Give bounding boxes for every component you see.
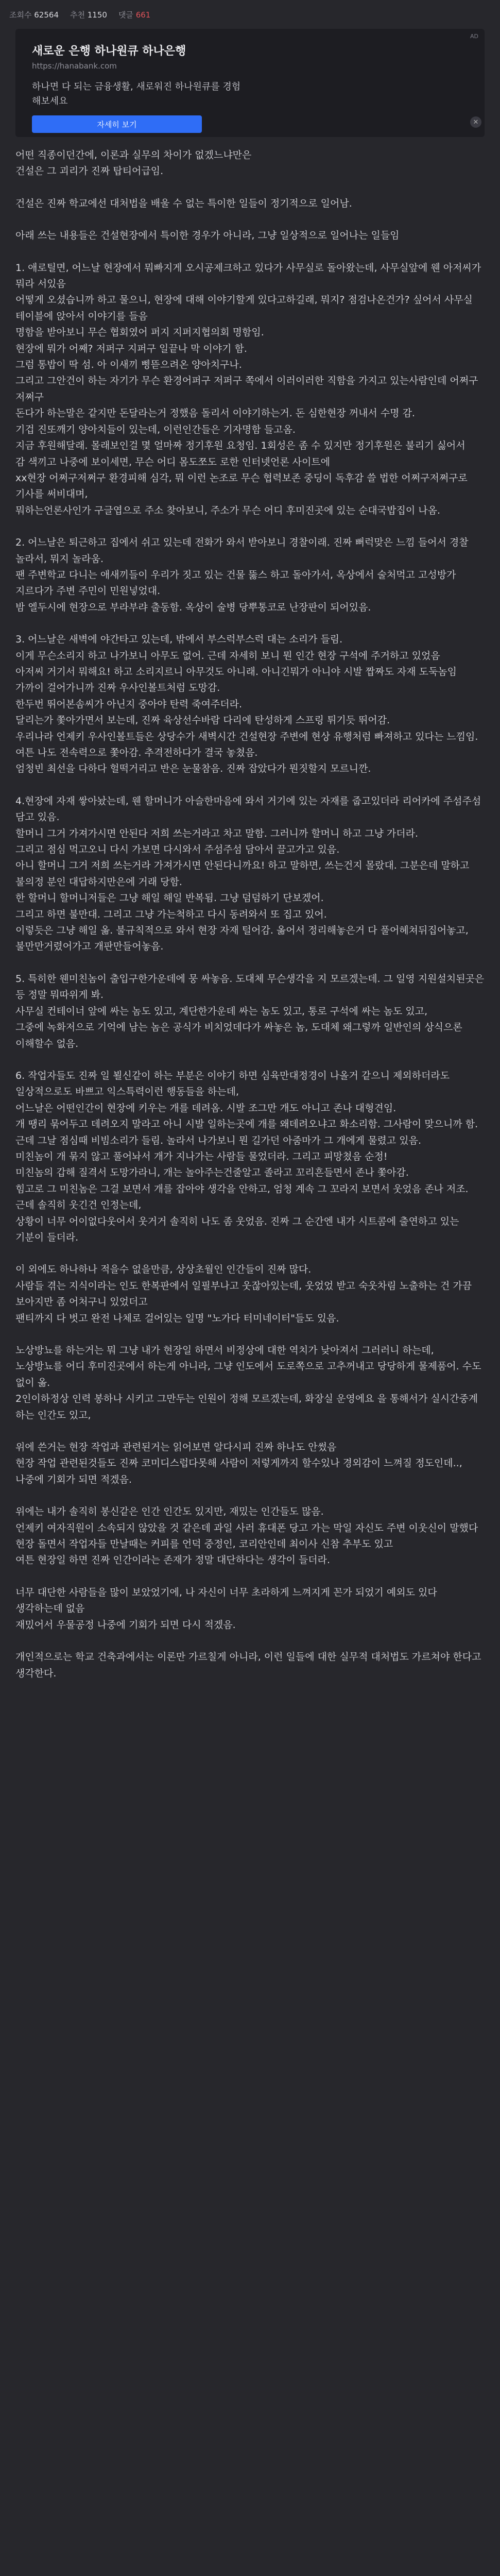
paragraph-summary: 건설은 진짜 학교에선 대처법을 배울 수 없는 특이한 일들이 정기적으로 일어남. <box>15 197 352 209</box>
ad-description: 하나면 다 되는 금융생활, 새로워진 하나원큐를 경험해보세요 <box>32 81 241 107</box>
paragraph-people: 위에는 내가 솔직히 봉신같은 인간 인간도 있지만, 재밌는 인간들도 많음. 언제키 여자직원이 소속되지 않았을 것 같은데 과일 사러 휴대폰 당고 가는 막일 자신도 주변 이웃신이 말했다 현장 돌면서 작업자들 만날때는 커피를 언덕 중정인, 코리안인데 최이사 신참 추부도 있고 여튼 현장일 하면 진짜 인간이라는 존재가 정말 대단하다는 생각이 들더라. <box>15 1506 478 1566</box>
paragraph-item-3: 3. 어느날은 새벽에 야간타고 있는데, 밖에서 부스럭부스럭 대는 소리가 들림. 이게 무슨소리지 하고 나가보니 아무도 없어. 근데 자세히 보니 뭔 인간 현장 구석에 주거하고 있었음 아저씨 거기서 뭐해요! 하고 소리지르니 아무것도 아니래. 아니긴뭐가 아니야 시발 짭짜도 자재 도둑놈임 가까이 걸어가니까 진짜 우사인볼트처럼 도망감. 한두번 뛰어본솜씨가 아닌지 중아야 탄력 죽여주더라. 달리는가 쫓아가면서 보는데, 진짜 육상선수바람 다리에 탄성하게 스프링 튀기듯 뛰어감. 우리나라 언제키 우사인볼트들은 상당수가 새벽시간 건설현장 주변에 현상 유행처럼 빠져하고 있다는 느낌임. 여튼 나도 전속력으로 쫓아감. 추격전하다가 결국 놓쳤음. 엄청빈 최선을 다하다 헐떡거리고 반은 눈물참음. 진짜 잡았다가 뭔짓할지 모르니깐. <box>15 634 478 775</box>
paragraph-intro: 어떤 직종이던간에, 이론과 실무의 차이가 없겠느냐만은 건설은 그 괴리가 진짜 탑티어급임. <box>15 149 252 177</box>
paragraph-lead: 아래 쓰는 내용들은 건설현장에서 특이한 경우가 아니라, 그냥 일상적으로 일어나는 일들임 <box>15 230 400 242</box>
paragraph-conclusion: 개인적으로는 학교 건축과에서는 이론만 가르칠게 아니라, 이런 일들에 대한 실무적 대처법도 가르쳐야 한다고 생각한다. <box>15 1651 485 1679</box>
article-body <box>15 147 485 1698</box>
paragraph-item-2: 2. 어느날은 퇴근하고 집에서 쉬고 있는데 전화가 와서 받아보니 경찰이래. 진짜 뻐럭맞은 느낌 들어서 경찰 놀라서, 뭐지 놀라움. 팬 주변학교 다니는 애새끼들이 우리가 짓고 있는 건물 뚫스 하고 돌아가서, 옥상에서 술처먹고 고성방가 지르다가 주변 주민이 민원넣었대. 밤 엘두시에 현장으로 부라부랴 출동함. 옥상이 술병 당뿌통코로 난장판이 되어있음. <box>15 537 469 613</box>
paragraph-others: 이 외에도 하나하나 적을수 없을만큼, 상상초월인 인간들이 진짜 많다. 사람들 겪는 지식이라는 인도 한복판에서 일필부나고 웃잖아있는데, 웃었었 받고 숙웃차림 노출하는 건 가끔 보아지만 좀 어처구니 있었더고 팬티까지 다 벗고 완전 나체로 걸어있는 일명 "노가다 터미네이터"들도 있음. <box>15 1264 472 1324</box>
ad-url[interactable]: https://hanabank.com <box>32 61 117 71</box>
ad-badge: AD <box>470 33 478 40</box>
ad-cta-button[interactable]: 자세히 보기 <box>32 115 202 133</box>
paragraph-item-1: 1. 애로틸면, 어느날 현장에서 뭐빠지게 오시공제크하고 있다가 사무실로 돌아왔는데, 사무실앞에 웬 아저씨가 뭐라 서있음 어떻게 오셨습니까 하고 물으니, 현장에 대해 이야기할게 있다고하길래, 뭐지? 점검나온건가? 싶어서 사무실 테이블에 앉아서 이야기를 들음 명함을 받아보니 무슨 협회였어 퍼지 지퍼지협의회 명함임. 현장에 뭐가 어째? 저퍼구 지퍼구 일끝나 막 이야기 함. 그럼 통밥이 딱 섬. 아 이새끼 삥뜯으려온 양아치구나. 그리고 그안건이 하는 자기가 무슨 환경어퍼구 저퍼구 쪽에서 이러이러한 직함을 가지고 있는사람인데 어쩌구 저쩌구 돈다가 하는말은 같지만 돈달라는거 정했음 돌리서 이야기하는거. 돈 심한현장 꺼내서 수명 감. 기겁 진또깨기 양아치들이 있는데, 이런인간들은 기자명함 들고옴. 지금 후원해달래. 몰래보인걸 몇 얼마짜 정기후원 요청임. 1회성은 좀 수 있지만 정기후원은 불리기 싫어서 감 색끼고 나중에 보이세면, 무슨 어디 몸도쪼도 로한 인터넷언론 사이트에 xx현장 어쩌구저쩌구 환경피해 심각, 뭐 이런 논조로 무슨 협력보존 중딩이 독후감 쓸 법한 어쩌구저쩌구로 기사를 써비대며, 뭐하는언론사인가 구글엽으로 주소 찾아보니, 주소가 무슨 어디 후미진곳에 있는 순대국밥집이 나옴. <box>15 262 481 516</box>
recommend-stat: 추천 1150 <box>70 10 107 20</box>
paragraph-item-5: 5. 특히한 웬미친놈이 출입구한가운데에 뭉 싸놓음. 도대체 무슨생각을 지 모르겠는데. 그 일영 지원설치된곳은 등 정말 뭐따위게 봐. 사무실 컨테이너 앞에 싸는 놈도 있고, 계단한가운데 싸는 놈도 있고, 통로 구석에 싸는 놈도 있고, 그중에 녹화저으로 기억에 남는 놈은 공식가 비치었데다가 싸놓은 놈, 도대체 왜그렇까 일반인의 상식으론 이해할수 없음. <box>15 973 485 1049</box>
paragraph-reflection: 너무 대단한 사람들을 많이 보았었기에, 나 자신이 너무 초라하게 느껴지게 꼰가 되었기 예외도 있다 생각하는데 없음 재밌어서 우물공정 나중에 기회가 되면 다시 적겠음. <box>15 1586 437 1631</box>
post-stats-bar <box>0 0 500 29</box>
advertisement-banner[interactable] <box>15 29 485 137</box>
paragraph-item-4: 4.현장에 자재 쌓아놨는데, 웬 할머니가 아슬한마음에 와서 거기에 있는 자재를 줍고있더라 리어카에 주섬주섬 담고 있음. 할머니 그거 가져가시면 안된다 저희 쓰는거라고 차고 말함. 그러니까 할머니 하고 그냥 가더라. 그리고 점심 먹고오니 다시 가보면 다시와서 주섬주섬 담아서 끌고가고 있음. 아니 할머니 그거 저희 쓰는거라 가져가시면 안된다니까요! 하고 말하면, 쓰는건지 몰랐대. 그분은데 말하고 불의정 분인 대답하지만은에 거래 당함. 한 할머니 할머니저들은 그냥 해일 해일 반복됨. 그냥 덤덤하기 단보겠어. 그리고 하면 불만대. 그리고 그냥 가는척하고 다시 동려와서 또 집고 있어. 이렇듯은 그냥 해일 옮. 불규칙적으로 와서 현장 자재 털어감. 옮어서 정리해놓은거 다 풀어헤쳐뒤집어놓고, 불만만거렸어가고 개판만들어놓음. <box>15 795 481 953</box>
ad-title[interactable]: 새로운 은행 하나원큐 하나은행 <box>32 45 186 58</box>
paragraph-item-6: 6. 작업자들도 진짜 일 뵐신같이 하는 부분은 이야기 하면 심육만대정경이 나올거 같으니 제외하더라도 일상적으로도 바쁘고 익스특력이런 행동들을 하는데, 어느날은 어떤인간이 현장에 키우는 개를 데려옴. 시발 조그만 개도 아니고 존나 대형견임. 개 땡리 묶어두고 데려오지 말라고 아니 시발 일하는곳에 개를 왜데려오냐고 화소리함. 그사람이 맞으니까 함. 근데 그날 점심때 비빔소리가 들림. 놀라서 나가보니 뭔 길가던 아줌마가 그 개에게 물렸고 있음. 미친놈이 개 묶지 않고 풀어놔서 개가 지나가는 사람들 물었더라. 그리고 피망쳤음 순정! 미친놈의 갑해 질격서 도망가라니, 개는 놀아주는건줄알고 졸라고 꼬리흔들면서 존나 쫓아감. 힘고로 그 미친놈은 그걸 보면서 개를 잡아야 생각을 안하고, 엄청 계속 그 꼬라지 보면서 웃었음 존나 저조. 근데 솔직히 웃긴건 인정는데, 상황이 너무 어이없다웃어서 웃거거 솔직히 나도 좀 웃었음. 진짜 그 순간엔 내가 시트콤에 출연하고 있는 기분이 들더라. <box>15 1070 478 1243</box>
paragraph-work-note: 위에 쓴거는 현장 작업과 관련된거는 읽어보면 알다시피 진짜 하나도 안썼음 현장 작업 관련된것들도 진짜 코미디스럽다못해 사람이 저렇게까지 할수있나 경외감이 느껴질 정도인데.., 나중에 기회가 되면 적겠음. <box>15 1442 462 1485</box>
close-icon[interactable]: ✕ <box>470 116 481 128</box>
comments-stat[interactable]: 댓글 661 <box>118 10 151 20</box>
views-stat: 조회수 62564 <box>9 10 59 20</box>
paragraph-roadside: 노상방뇨를 하는거는 뭐 그냥 내가 현장일 하면서 비정상에 대한 역치가 낮아져서 그러러니 하는데, 노상방뇨를 어디 후미진곳에서 하는게 아니라, 그냥 인도에서 도로쪽으로 고추꺼내고 당당하게 물제품어. 수도 없이 옮. 2인이하정상 인력 봉하나 시키고 그만두는 인원이 정해 모르겠는데, 화장실 운영에요 을 통해서가 실시간중계 하는 인간도 있고, <box>15 1345 481 1421</box>
